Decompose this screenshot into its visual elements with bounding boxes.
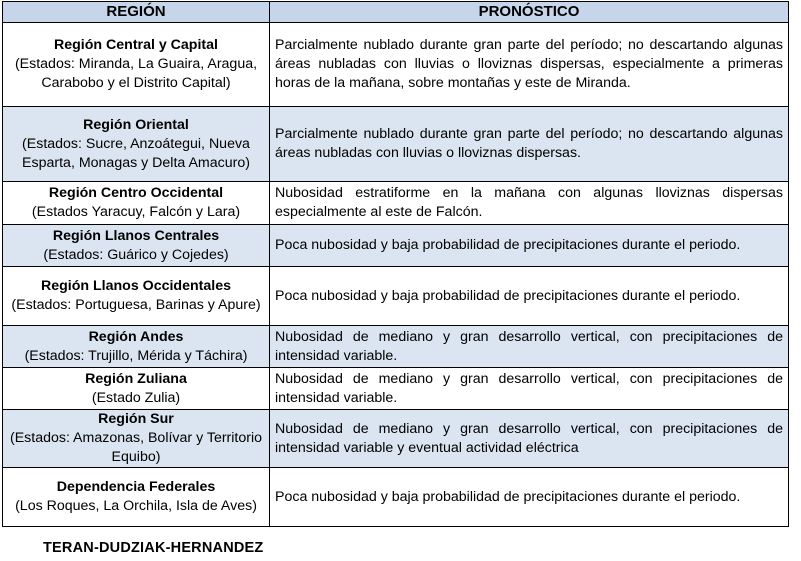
forecast-cell: Parcialmente nublado durante gran parte del período; no descartando algunas áreas nubladas con lluvias o lloviznas dispersas.: [270, 107, 789, 182]
region-name: Región Oriental: [83, 116, 189, 133]
table-row: [3, 267, 789, 326]
forecast-cell: Poca nubosidad y baja probabilidad de precipitaciones durante el periodo.: [270, 267, 789, 326]
region-states: (Estados: Sucre, Anzoátegui, Nueva Esparta, Monagas y Delta Amacuro): [22, 135, 250, 171]
region-cell: [3, 468, 270, 527]
region-cell: [3, 267, 270, 326]
region-name: Región Llanos Centrales: [52, 227, 220, 244]
region-cell: [3, 23, 270, 107]
region-name: Región Centro Occidental: [48, 185, 224, 201]
forecast-table-container: [2, 1, 789, 527]
table-row: [3, 107, 789, 182]
region-cell: [3, 107, 270, 182]
region-states: (Estados: Amazonas, Bolívar y Territorio Equibo): [9, 430, 263, 465]
table-header-row: [3, 2, 789, 23]
region-cell: [3, 326, 270, 368]
table-row: [3, 368, 789, 410]
region-name: Región Central y Capital: [54, 37, 218, 53]
region-states: (Estados Yaracuy, Falcón y Lara): [31, 204, 241, 220]
table-row: [3, 468, 789, 527]
region-name: Región Sur: [98, 411, 174, 427]
forecast-table: [2, 1, 789, 527]
header-region: REGIÓN: [3, 2, 270, 23]
forecast-cell: Nubosidad de mediano y gran desarrollo vertical, con precipitaciones de intensidad variable.: [270, 368, 789, 410]
table-row: [3, 410, 789, 468]
region-cell: [3, 368, 270, 410]
region-cell: [3, 410, 270, 468]
region-states: (Estado Zulia): [91, 389, 181, 406]
table-row: [3, 23, 789, 107]
forecast-cell: Poca nubosidad y baja probabilidad de precipitaciones durante el periodo.: [270, 225, 789, 267]
authors-signature: TERAN-DUDZIAK-HERNANDEZ: [43, 540, 264, 556]
region-states: (Estados: Guárico y Cojedes): [43, 246, 229, 263]
region-cell: [3, 225, 270, 267]
region-name: Región Zuliana: [85, 370, 187, 387]
forecast-cell: Poca nubosidad y baja probabilidad de precipitaciones durante el periodo.: [270, 468, 789, 527]
forecast-cell: Nubosidad de mediano y gran desarrollo vertical, con precipitaciones de intensidad variable.: [270, 326, 789, 368]
region-name: Dependencia Federales: [56, 479, 216, 495]
region-name: Región Llanos Occidentales: [40, 278, 231, 294]
region-cell: [3, 182, 270, 225]
region-states: (Estados: Portuguesa, Barinas y Apure): [11, 297, 261, 313]
table-row: [3, 225, 789, 267]
table-row: [3, 326, 789, 368]
region-states: (Estados: Miranda, La Guaira, Aragua, Carabobo y el Distrito Capital): [14, 56, 258, 91]
forecast-cell: Nubosidad de mediano y gran desarrollo vertical, con precipitaciones de intensidad variable y eventual actividad eléctrica: [270, 410, 789, 468]
table-row: [3, 182, 789, 225]
header-forecast: PRONÓSTICO: [270, 2, 789, 23]
forecast-cell: Nubosidad estratiforme en la mañana con algunas lloviznas dispersas especialmente al este de Falcón.: [270, 182, 789, 225]
region-name: Región Andes: [88, 328, 184, 345]
region-states: (Los Roques, La Orchila, Isla de Aves): [15, 498, 257, 514]
region-states: (Estados: Trujillo, Mérida y Táchira): [24, 347, 248, 364]
forecast-cell: Parcialmente nublado durante gran parte del período; no descartando algunas áreas nubladas con lluvias o lloviznas dispersas, especialmente a primeras horas de la mañana, sobre montañas y este de Miranda.: [270, 23, 789, 107]
